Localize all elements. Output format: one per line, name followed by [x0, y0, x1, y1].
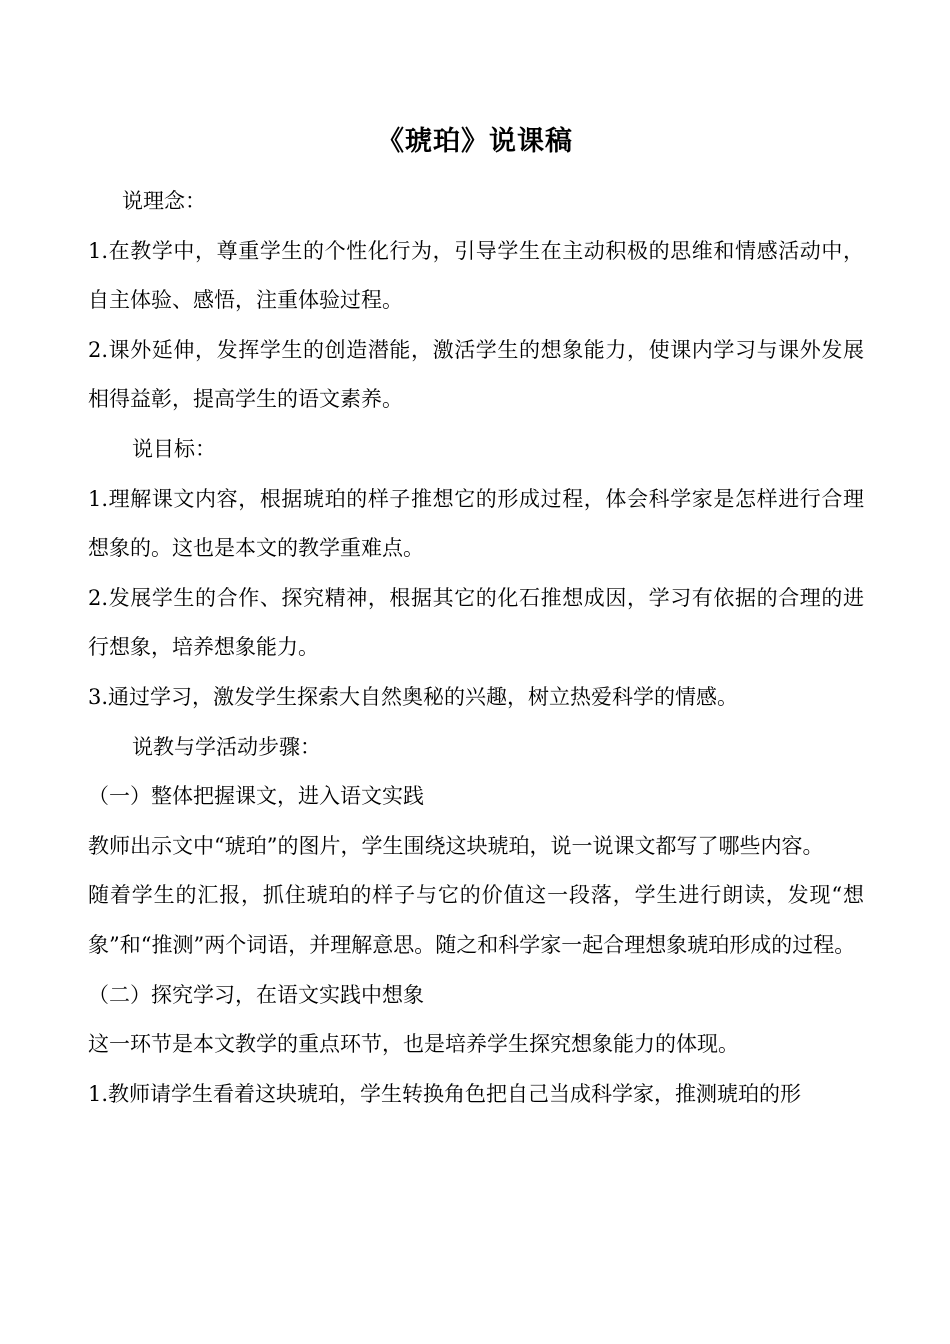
section-heading-goals: 说目标： — [132, 436, 216, 461]
paragraph: 2.课外延伸，发挥学生的创造潜能，激活学生的想象能力，使课内学习与课外发展相得益彰，提高学生的语文素养。 — [88, 337, 864, 412]
paragraph: 1.在教学中，尊重学生的个性化行为，引导学生在主动积极的思维和情感活动中，自主体验、感悟，注重体验过程。 — [88, 238, 864, 313]
subsection-heading: （一）整体把握课文，进入语文实践 — [88, 784, 424, 809]
document-title: 《琥珀》说课稿 — [377, 126, 573, 157]
paragraph: 1.教师请学生看着这块琥珀，学生转换角色把自己当成科学家，推测琥珀的形 — [88, 1081, 802, 1106]
paragraph: 3.通过学习，激发学生探索大自然奥秘的兴趣，树立热爱科学的情感。 — [88, 684, 739, 709]
subsection-heading: （二）探究学习，在语文实践中想象 — [88, 982, 424, 1007]
paragraph: 1.理解课文内容，根据琥珀的样子推想它的形成过程，体会科学家是怎样进行合理想象的。这也是本文的教学重难点。 — [88, 486, 864, 561]
paragraph: 随着学生的汇报，抓住琥珀的样子与它的价值这一段落，学生进行朗读，发现“想象”和“推测”两个词语，并理解意思。随之和科学家一起合理想象琥珀形成的过程。 — [88, 883, 864, 957]
section-heading-steps: 说教与学活动步骤： — [132, 734, 321, 759]
paragraph: 这一环节是本文教学的重点环节，也是培养学生探究想象能力的体现。 — [88, 1032, 739, 1057]
section-heading-concept: 说理念： — [122, 189, 206, 213]
document-body — [88, 177, 864, 1119]
paragraph: 教师出示文中“琥珀”的图片，学生围绕这块琥珀，说一说课文都写了哪些内容。 — [88, 833, 824, 858]
paragraph: 2.发展学生的合作、探究精神，根据其它的化石推想成因，学习有依据的合理的进行想象，培养想象能力。 — [88, 585, 864, 660]
